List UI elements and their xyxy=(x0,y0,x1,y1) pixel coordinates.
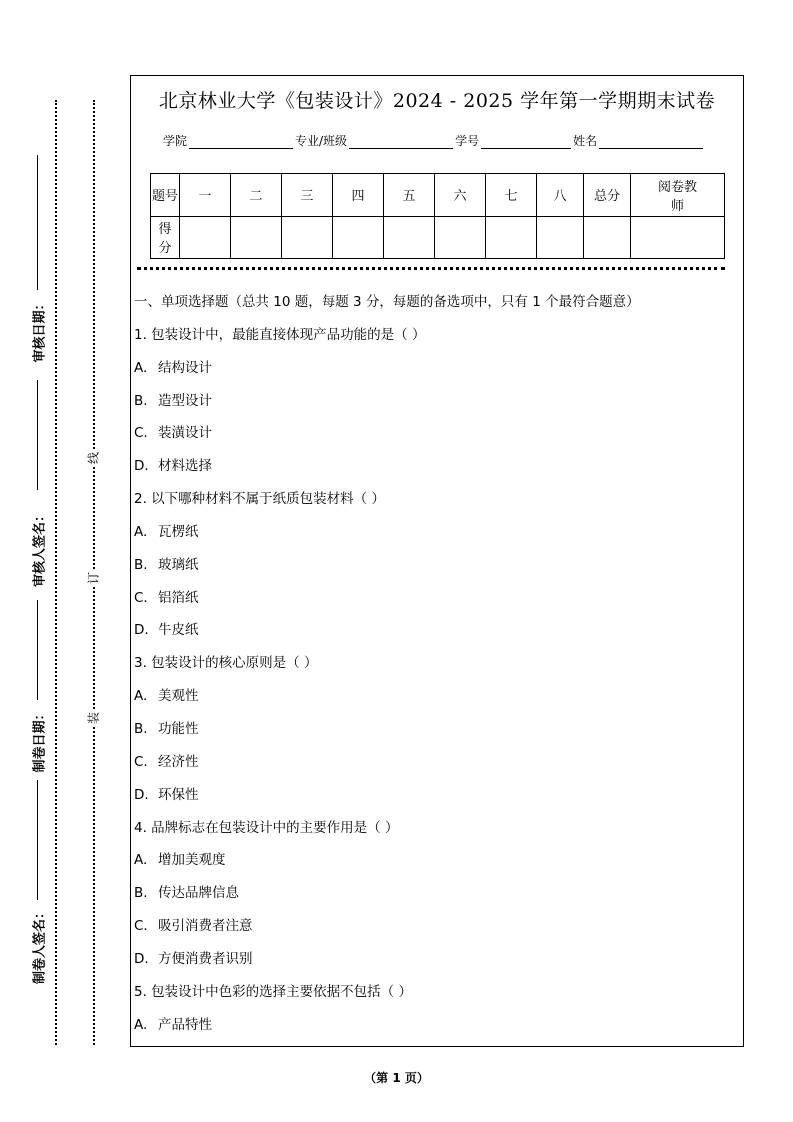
score-table xyxy=(150,173,725,259)
option-letter: D. xyxy=(134,622,149,639)
col-5: 五 xyxy=(384,174,435,217)
col-1: 一 xyxy=(180,174,231,217)
option-text: 铝箔纸 xyxy=(158,589,199,606)
col-6: 六 xyxy=(435,174,486,217)
name-label: 姓名 xyxy=(573,134,598,148)
option xyxy=(134,719,739,752)
option xyxy=(134,620,739,653)
student-info-row xyxy=(163,132,705,149)
signature-line-issuer xyxy=(37,780,38,900)
option-text: 产品特性 xyxy=(158,1016,212,1033)
option-letter: C. xyxy=(134,589,148,606)
score-cell-6[interactable] xyxy=(435,216,486,259)
option-letter: B. xyxy=(134,885,148,902)
score-row xyxy=(151,216,725,259)
option-text: 结构设计 xyxy=(158,359,212,376)
major-class-label: 专业/班级 xyxy=(295,134,348,148)
col-2: 二 xyxy=(231,174,282,217)
score-cell-5[interactable] xyxy=(384,216,435,259)
option xyxy=(134,588,739,621)
option-letter: D. xyxy=(134,950,149,967)
col-total: 总分 xyxy=(584,174,631,217)
section-divider xyxy=(137,267,725,270)
score-cell-total[interactable] xyxy=(584,216,631,259)
option xyxy=(134,391,739,424)
college-blank[interactable] xyxy=(189,134,293,149)
question-stem: 3. 包装设计的核心原则是（ ） xyxy=(134,655,318,672)
signature-line-issue-date xyxy=(37,600,38,700)
exam-title: 北京林业大学《包装设计》2024 - 2025 学年第一学期期末试卷 xyxy=(158,90,716,112)
option xyxy=(134,686,739,719)
option xyxy=(134,785,739,818)
col-4: 四 xyxy=(333,174,384,217)
option xyxy=(134,1015,739,1048)
col-grader: 阅卷教师 xyxy=(631,174,725,217)
score-header: 得分 xyxy=(151,216,180,259)
option xyxy=(134,850,739,883)
question-stem: 4. 品牌标志在包装设计中的主要作用是（ ） xyxy=(134,819,399,836)
question-number-header: 题号 xyxy=(151,174,180,217)
section-heading: 一、单项选择题（总共 10 题，每题 3 分，每题的备选项中，只有 1 个最符合题意） xyxy=(134,294,640,310)
question-stem: 2. 以下哪种材料不属于纸质包装材料（ ） xyxy=(134,491,385,508)
option-letter: A. xyxy=(134,688,148,705)
student-id-blank[interactable] xyxy=(481,134,571,149)
student-id-label: 学号 xyxy=(455,134,480,148)
col-7: 七 xyxy=(486,174,537,217)
option-text: 瓦楞纸 xyxy=(158,523,199,540)
signature-line-review-date xyxy=(37,155,38,290)
option-letter: B. xyxy=(134,556,148,573)
option-text: 功能性 xyxy=(158,720,199,737)
option-text: 增加美观度 xyxy=(158,852,226,869)
col-8: 八 xyxy=(537,174,584,217)
major-class-blank[interactable] xyxy=(349,134,453,149)
score-cell-1[interactable] xyxy=(180,216,231,259)
option-text: 造型设计 xyxy=(158,392,212,409)
option xyxy=(134,456,739,489)
option-text: 吸引消费者注意 xyxy=(158,918,253,935)
option-text: 装潢设计 xyxy=(158,425,212,442)
option xyxy=(134,555,739,588)
option xyxy=(134,423,739,456)
score-cell-3[interactable] xyxy=(282,216,333,259)
option-text: 美观性 xyxy=(158,688,199,705)
score-cell-2[interactable] xyxy=(231,216,282,259)
option-letter: C. xyxy=(134,425,148,442)
option-letter: A. xyxy=(134,523,148,540)
question-stem: 1. 包装设计中，最能直接体现产品功能的是（ ） xyxy=(134,326,426,343)
option-text: 牛皮纸 xyxy=(158,622,199,639)
option xyxy=(134,522,739,555)
option xyxy=(134,752,739,785)
score-cell-grader[interactable] xyxy=(631,216,725,259)
option-letter: C. xyxy=(134,753,148,770)
option-letter: A. xyxy=(134,359,148,376)
option xyxy=(134,883,739,916)
score-cell-8[interactable] xyxy=(537,216,584,259)
option-text: 环保性 xyxy=(158,786,199,803)
option-text: 玻璃纸 xyxy=(158,556,199,573)
option-text: 传达品牌信息 xyxy=(158,885,239,902)
option-letter: B. xyxy=(134,720,148,737)
question-stem: 5. 包装设计中色彩的选择主要依据不包括（ ） xyxy=(134,983,412,1000)
option-letter: D. xyxy=(134,458,149,475)
question-number-row xyxy=(151,174,725,217)
option xyxy=(134,916,739,949)
option-text: 材料选择 xyxy=(158,458,212,475)
option-letter: A. xyxy=(134,1016,148,1033)
option xyxy=(134,358,739,391)
option-text: 经济性 xyxy=(158,753,199,770)
option-text: 方便消费者识别 xyxy=(158,950,253,967)
option xyxy=(134,949,739,982)
college-label: 学院 xyxy=(163,134,188,148)
score-cell-7[interactable] xyxy=(486,216,537,259)
signature-line-reviewer xyxy=(37,380,38,490)
question-section xyxy=(134,292,739,1047)
col-3: 三 xyxy=(282,174,333,217)
option-letter: A. xyxy=(134,852,148,869)
score-cell-4[interactable] xyxy=(333,216,384,259)
page-number: （第 1 页） xyxy=(364,1071,429,1085)
left-dotted-border xyxy=(55,100,57,1045)
option-letter: D. xyxy=(134,786,149,803)
option-letter: B. xyxy=(134,392,148,409)
name-blank[interactable] xyxy=(599,134,703,149)
option-letter: C. xyxy=(134,918,148,935)
